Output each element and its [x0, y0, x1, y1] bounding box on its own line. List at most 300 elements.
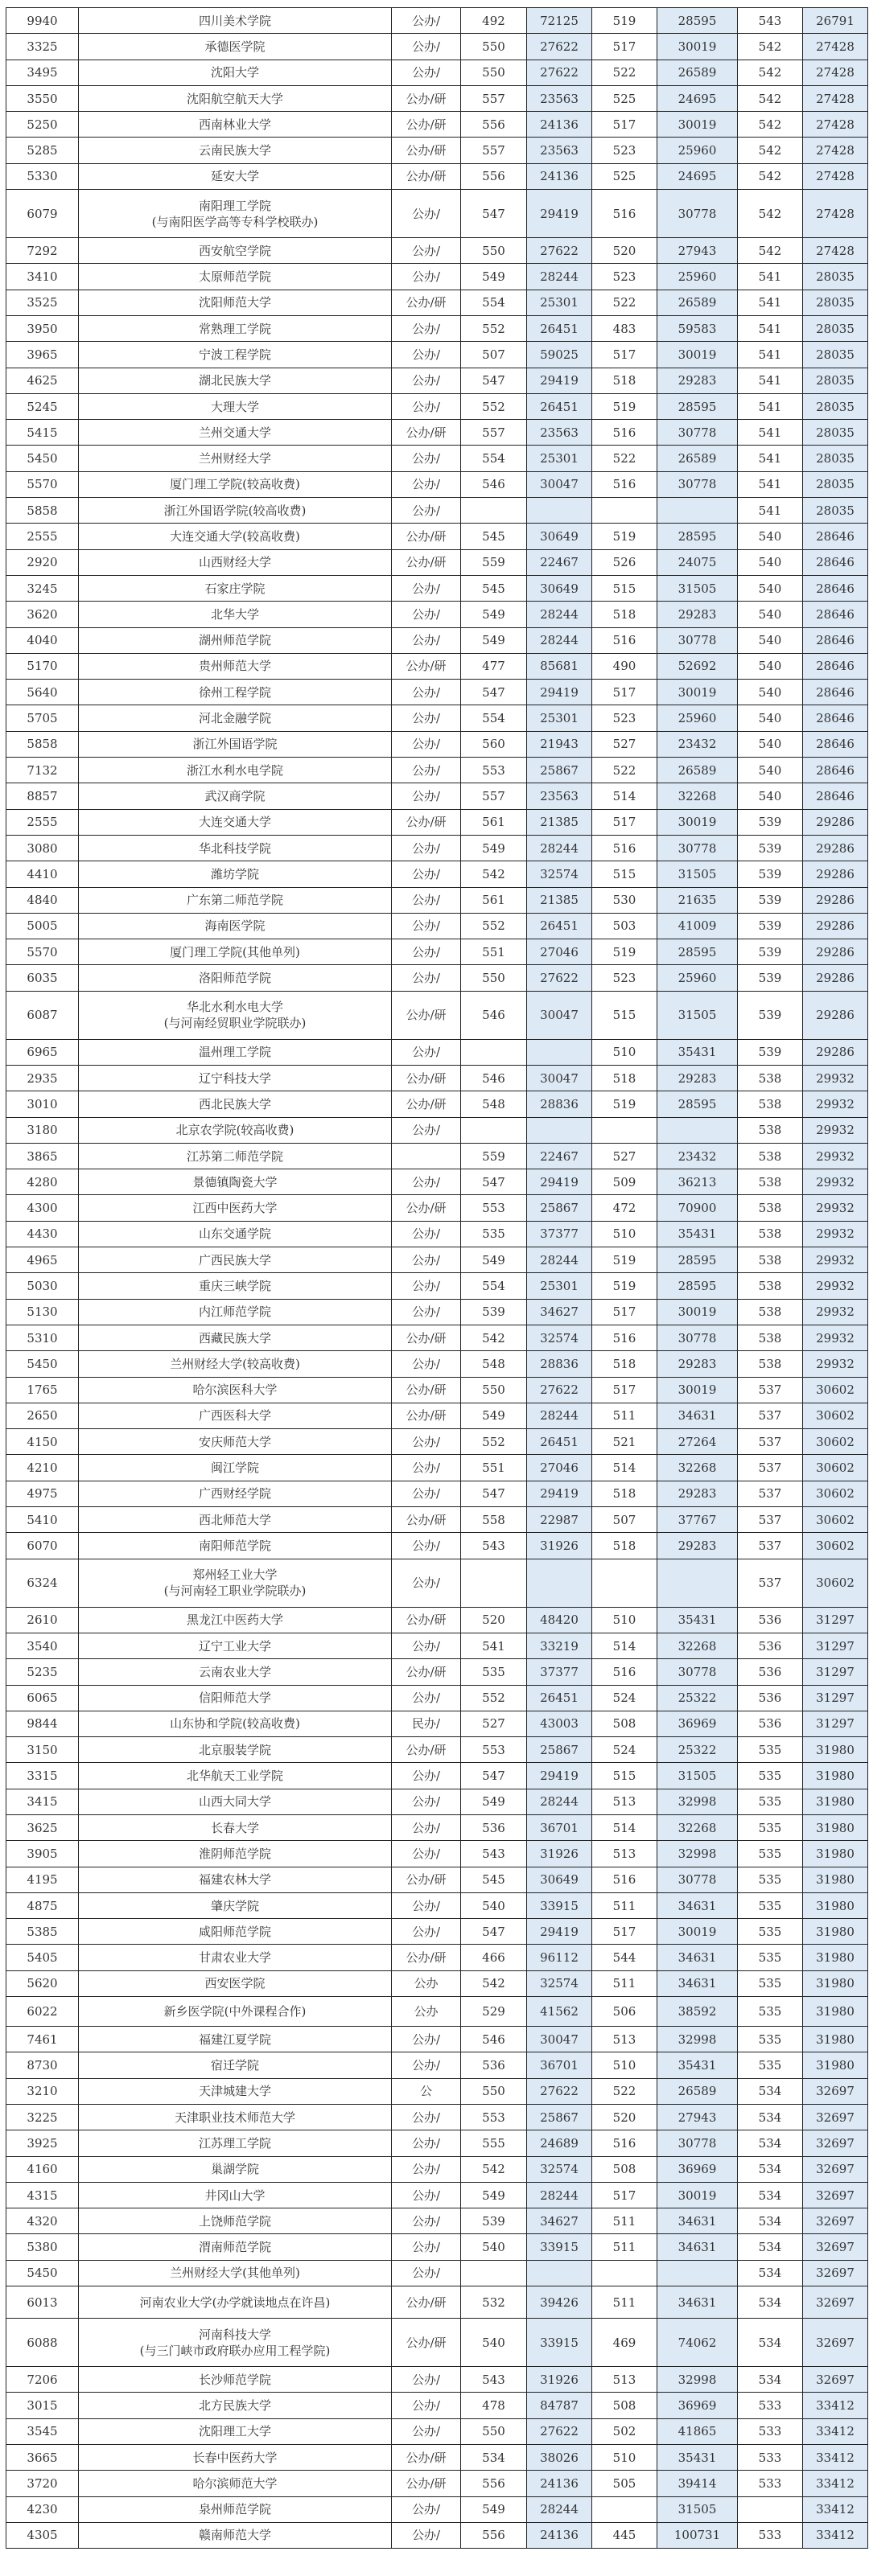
table-row	[6, 1841, 868, 1867]
rank-year-1-cell: 27622	[527, 2078, 592, 2104]
school-type-cell: 公办/研	[392, 163, 461, 189]
table-row	[6, 498, 868, 524]
rank-year-2-cell: 34631	[657, 1970, 738, 1996]
rank-year-3-cell: 28646	[803, 653, 868, 679]
school-code-cell: 3415	[6, 1789, 79, 1814]
score-year-1-cell: 557	[461, 85, 527, 111]
school-name-cell: 温州理工学院	[79, 1039, 392, 1065]
school-type-cell: 公办/	[392, 1892, 461, 1918]
rank-year-2-cell: 38592	[657, 1997, 738, 2027]
school-name-cell: 大理大学	[79, 393, 392, 419]
school-name-cell: 渭南师范学院	[79, 2234, 392, 2260]
score-year-1-cell	[461, 498, 527, 524]
school-type-cell: 公办/	[392, 835, 461, 861]
score-year-2-cell: 519	[592, 524, 657, 549]
score-year-1-cell: 492	[461, 8, 527, 34]
score-year-2-cell: 511	[592, 1403, 657, 1428]
score-year-3-cell: 541	[738, 393, 803, 419]
score-year-1-cell: 553	[461, 2104, 527, 2130]
score-year-3-cell: 542	[738, 138, 803, 163]
score-year-1-cell: 547	[461, 680, 527, 705]
school-name-cell: 武汉商学院	[79, 783, 392, 809]
score-year-2-cell: 527	[592, 1143, 657, 1169]
rank-year-1-cell: 30649	[527, 575, 592, 601]
school-code-cell: 7206	[6, 2367, 79, 2393]
rank-year-2-cell: 30778	[657, 2130, 738, 2156]
rank-year-3-cell: 28035	[803, 264, 868, 290]
rank-year-3-cell: 31297	[803, 1607, 868, 1633]
school-name-cell: 山东交通学院	[79, 1221, 392, 1247]
rank-year-1-cell: 32574	[527, 1325, 592, 1350]
rank-year-1-cell: 30649	[527, 524, 592, 549]
school-name-cell: 辽宁科技大学	[79, 1065, 392, 1091]
score-year-2-cell: 516	[592, 2130, 657, 2156]
score-year-3-cell: 539	[738, 991, 803, 1039]
school-code-cell: 5330	[6, 163, 79, 189]
rank-year-1-cell: 22467	[527, 1143, 592, 1169]
table-row	[6, 1429, 868, 1455]
score-year-1-cell: 547	[461, 1169, 527, 1195]
score-year-1-cell: 550	[461, 2078, 527, 2104]
score-year-3-cell: 538	[738, 1299, 803, 1325]
rank-year-1-cell: 30047	[527, 471, 592, 497]
score-year-2-cell: 513	[592, 1789, 657, 1814]
table-row	[6, 2027, 868, 2052]
table-row	[6, 1377, 868, 1403]
score-year-2-cell: 508	[592, 2156, 657, 2182]
rank-year-3-cell: 29932	[803, 1273, 868, 1299]
school-type-cell: 公办/	[392, 2522, 461, 2548]
table-row	[6, 1143, 868, 1169]
table-row	[6, 1945, 868, 1970]
rank-year-3-cell: 30602	[803, 1559, 868, 1607]
rank-year-2-cell: 31505	[657, 1763, 738, 1789]
school-name-cell: 承德医学院	[79, 34, 392, 60]
score-year-3-cell: 539	[738, 835, 803, 861]
rank-year-3-cell: 29932	[803, 1247, 868, 1273]
rank-year-1-cell: 21385	[527, 887, 592, 913]
score-year-2-cell: 522	[592, 758, 657, 783]
rank-year-1-cell: 25867	[527, 2104, 592, 2130]
score-year-1-cell: 534	[461, 2444, 527, 2470]
school-code-cell: 3540	[6, 1633, 79, 1658]
score-year-2-cell: 507	[592, 1507, 657, 1533]
rank-year-1-cell: 26451	[527, 393, 592, 419]
table-row	[6, 1763, 868, 1789]
score-year-2-cell: 522	[592, 290, 657, 315]
score-year-3-cell: 537	[738, 1429, 803, 1455]
school-type-cell: 公办/研	[392, 2319, 461, 2367]
score-year-2-cell: 521	[592, 1429, 657, 1455]
school-code-cell: 4230	[6, 2496, 79, 2522]
rank-year-2-cell: 25322	[657, 1737, 738, 1763]
school-type-cell: 公办/	[392, 1221, 461, 1247]
score-year-1-cell: 546	[461, 1065, 527, 1091]
score-year-2-cell: 516	[592, 1325, 657, 1350]
score-year-2-cell: 469	[592, 2319, 657, 2367]
school-name-cell: 赣南师范大学	[79, 2522, 392, 2548]
school-type-cell: 公办/	[392, 861, 461, 887]
rank-year-2-cell: 32268	[657, 783, 738, 809]
rank-year-1-cell: 27622	[527, 2418, 592, 2444]
table-row	[6, 2052, 868, 2078]
school-name-cell: 云南农业大学	[79, 1659, 392, 1685]
score-year-3-cell: 537	[738, 1481, 803, 1506]
rank-year-2-cell: 36969	[657, 2393, 738, 2418]
school-type-cell: 公办/	[392, 8, 461, 34]
school-code-cell: 5858	[6, 498, 79, 524]
rank-year-3-cell: 33412	[803, 2393, 868, 2418]
rank-year-1-cell: 22467	[527, 549, 592, 575]
rank-year-2-cell: 29283	[657, 1065, 738, 1091]
school-code-cell: 2555	[6, 524, 79, 549]
school-type-cell: 公办/	[392, 1789, 461, 1814]
rank-year-2-cell: 31505	[657, 991, 738, 1039]
table-row	[6, 2234, 868, 2260]
score-year-2-cell: 515	[592, 575, 657, 601]
score-year-1-cell: 529	[461, 1997, 527, 2027]
school-code-cell: 5450	[6, 2260, 79, 2286]
rank-year-1-cell: 24136	[527, 2471, 592, 2496]
rank-year-2-cell: 29283	[657, 1481, 738, 1506]
rank-year-1-cell: 25301	[527, 1273, 592, 1299]
rank-year-3-cell: 28646	[803, 783, 868, 809]
rank-year-1-cell: 36701	[527, 1815, 592, 1841]
rank-year-1-cell: 27046	[527, 1455, 592, 1481]
score-year-3-cell: 534	[738, 2319, 803, 2367]
score-year-2-cell: 522	[592, 446, 657, 471]
school-name-cell: 辽宁工业大学	[79, 1633, 392, 1658]
score-year-3-cell: 534	[738, 2208, 803, 2234]
rank-year-3-cell: 28035	[803, 393, 868, 419]
score-year-3-cell: 534	[738, 2104, 803, 2130]
score-year-3-cell: 538	[738, 1169, 803, 1195]
rank-year-3-cell: 29932	[803, 1221, 868, 1247]
rank-year-2-cell: 35431	[657, 1039, 738, 1065]
school-code-cell: 4160	[6, 2156, 79, 2182]
table-row	[6, 575, 868, 601]
score-year-1-cell: 542	[461, 1325, 527, 1350]
rank-year-3-cell: 27428	[803, 190, 868, 238]
score-year-3-cell	[738, 2496, 803, 2522]
score-year-3-cell: 535	[738, 1867, 803, 1892]
rank-year-1-cell: 36701	[527, 2052, 592, 2078]
table-row	[6, 190, 868, 238]
table-row	[6, 1867, 868, 1892]
table-row	[6, 1403, 868, 1428]
rank-year-2-cell: 35431	[657, 2052, 738, 2078]
school-type-cell: 公办/	[392, 1169, 461, 1195]
school-name-cell: 常熟理工学院	[79, 315, 392, 341]
school-code-cell: 3965	[6, 342, 79, 368]
school-type-cell: 公办/	[392, 368, 461, 393]
score-year-3-cell: 534	[738, 2234, 803, 2260]
score-year-3-cell: 537	[738, 1455, 803, 1481]
school-name-cell: 重庆三峡学院	[79, 1273, 392, 1299]
school-name-cell: 广西医科大学	[79, 1403, 392, 1428]
score-year-1-cell: 550	[461, 1377, 527, 1403]
score-year-1-cell: 535	[461, 1221, 527, 1247]
rank-year-3-cell: 29286	[803, 991, 868, 1039]
school-type-cell: 公办	[392, 1970, 461, 1996]
score-year-3-cell: 542	[738, 85, 803, 111]
school-code-cell: 5235	[6, 1659, 79, 1685]
score-year-3-cell: 540	[738, 602, 803, 627]
school-code-cell: 3625	[6, 1815, 79, 1841]
rank-year-3-cell: 28646	[803, 680, 868, 705]
school-code-cell: 4965	[6, 1247, 79, 1273]
school-code-cell: 4840	[6, 887, 79, 913]
school-name-cell: 天津职业技术师范大学	[79, 2104, 392, 2130]
school-code-cell: 4975	[6, 1481, 79, 1506]
rank-year-3-cell: 29932	[803, 1065, 868, 1091]
school-type-cell: 公办/	[392, 887, 461, 913]
school-name-cell: 上饶师范学院	[79, 2208, 392, 2234]
score-year-2-cell: 514	[592, 783, 657, 809]
school-type-cell: 公办/研	[392, 549, 461, 575]
rank-year-3-cell: 32697	[803, 2234, 868, 2260]
score-year-1-cell: 554	[461, 446, 527, 471]
school-code-cell: 6070	[6, 1533, 79, 1559]
rank-year-1-cell: 29419	[527, 190, 592, 238]
school-type-cell: 公办/研	[392, 653, 461, 679]
score-year-1-cell: 554	[461, 1273, 527, 1299]
school-name-cell: 兰州财经大学	[79, 446, 392, 471]
school-type-cell: 公办/研	[392, 112, 461, 138]
table-row	[6, 861, 868, 887]
school-code-cell: 3665	[6, 2444, 79, 2470]
school-name-cell: 四川美术学院	[79, 8, 392, 34]
school-type-cell: 公办/	[392, 1351, 461, 1377]
rank-year-3-cell: 31297	[803, 1711, 868, 1736]
rank-year-3-cell: 29932	[803, 1351, 868, 1377]
school-code-cell: 2920	[6, 549, 79, 575]
score-year-3-cell: 539	[738, 887, 803, 913]
rank-year-1-cell: 96112	[527, 1945, 592, 1970]
score-year-2-cell	[592, 2496, 657, 2522]
table-row	[6, 705, 868, 731]
school-code-cell: 7292	[6, 238, 79, 264]
school-type-cell: 公办/	[392, 575, 461, 601]
rank-year-1-cell: 28244	[527, 264, 592, 290]
school-code-cell: 3525	[6, 290, 79, 315]
score-year-3-cell: 540	[738, 680, 803, 705]
score-year-3-cell: 534	[738, 2130, 803, 2156]
rank-year-3-cell: 31980	[803, 2027, 868, 2052]
rank-year-3-cell: 31980	[803, 1789, 868, 1814]
table-row	[6, 2130, 868, 2156]
score-year-2-cell: 517	[592, 680, 657, 705]
rank-year-2-cell: 26589	[657, 2078, 738, 2104]
score-year-2-cell: 483	[592, 315, 657, 341]
table-row	[6, 731, 868, 757]
rank-year-3-cell: 32697	[803, 2367, 868, 2393]
rank-year-1-cell: 32574	[527, 861, 592, 887]
rank-year-3-cell: 27428	[803, 163, 868, 189]
table-row	[6, 627, 868, 653]
score-year-1-cell: 551	[461, 939, 527, 965]
school-name-cell: 山西财经大学	[79, 549, 392, 575]
rank-year-1-cell	[527, 2260, 592, 2286]
score-year-2-cell: 544	[592, 1945, 657, 1970]
score-year-1-cell	[461, 1559, 527, 1607]
score-year-3-cell: 540	[738, 731, 803, 757]
score-year-2-cell: 526	[592, 549, 657, 575]
rank-year-1-cell: 24136	[527, 163, 592, 189]
rank-year-2-cell: 35431	[657, 1221, 738, 1247]
rank-year-2-cell: 23432	[657, 731, 738, 757]
school-name-cell: 华北水利水电大学 (与河南经贸职业学院联办)	[79, 991, 392, 1039]
school-code-cell: 5005	[6, 913, 79, 939]
score-year-1-cell: 546	[461, 2027, 527, 2052]
rank-year-1-cell: 31926	[527, 1841, 592, 1867]
score-year-2-cell: 519	[592, 1091, 657, 1117]
school-code-cell: 3210	[6, 2078, 79, 2104]
school-type-cell: 公办/	[392, 2182, 461, 2208]
score-year-1-cell: 561	[461, 809, 527, 835]
score-year-1-cell: 553	[461, 1195, 527, 1221]
rank-year-2-cell: 28595	[657, 393, 738, 419]
school-code-cell: 5380	[6, 2234, 79, 2260]
score-year-1-cell: 547	[461, 1763, 527, 1789]
rank-year-3-cell: 28035	[803, 315, 868, 341]
rank-year-3-cell: 29286	[803, 1039, 868, 1065]
score-year-2-cell: 516	[592, 1659, 657, 1685]
rank-year-2-cell: 30778	[657, 835, 738, 861]
rank-year-1-cell: 27622	[527, 60, 592, 85]
score-year-3-cell: 539	[738, 861, 803, 887]
score-year-1-cell: 550	[461, 34, 527, 60]
score-year-1-cell: 478	[461, 2393, 527, 2418]
school-type-cell: 公办/研	[392, 1325, 461, 1350]
table-row	[6, 2522, 868, 2548]
school-name-cell: 西安航空学院	[79, 238, 392, 264]
school-type-cell: 公办/	[392, 2418, 461, 2444]
score-year-1-cell: 556	[461, 2522, 527, 2548]
rank-year-3-cell: 28646	[803, 758, 868, 783]
score-year-2-cell: 508	[592, 1711, 657, 1736]
score-year-1-cell: 554	[461, 705, 527, 731]
school-name-cell: 北华航天工业学院	[79, 1763, 392, 1789]
score-year-3-cell: 541	[738, 471, 803, 497]
rank-year-2-cell: 31505	[657, 2496, 738, 2522]
score-year-2-cell: 518	[592, 1533, 657, 1559]
school-name-cell: 大连交通大学	[79, 809, 392, 835]
table-row	[6, 809, 868, 835]
score-year-1-cell: 547	[461, 1481, 527, 1506]
rank-year-1-cell: 23563	[527, 85, 592, 111]
school-name-cell: 新乡医学院(中外课程合作)	[79, 1997, 392, 2027]
score-year-3-cell: 538	[738, 1247, 803, 1273]
rank-year-3-cell: 31980	[803, 1997, 868, 2027]
school-name-cell: 甘肃农业大学	[79, 1945, 392, 1970]
school-name-cell: 安庆师范大学	[79, 1429, 392, 1455]
score-year-1-cell: 541	[461, 1633, 527, 1658]
score-year-1-cell: 549	[461, 264, 527, 290]
rank-year-2-cell: 25960	[657, 264, 738, 290]
rank-year-3-cell: 31980	[803, 1763, 868, 1789]
school-name-cell: 内江师范学院	[79, 1299, 392, 1325]
school-type-cell: 公办/研	[392, 991, 461, 1039]
rank-year-1-cell: 26451	[527, 1685, 592, 1711]
school-type-cell: 公办/	[392, 60, 461, 85]
score-year-3-cell: 533	[738, 2444, 803, 2470]
score-year-3-cell: 542	[738, 60, 803, 85]
table-row	[6, 238, 868, 264]
school-name-cell: 北方民族大学	[79, 2393, 392, 2418]
school-type-cell: 公办/	[392, 1685, 461, 1711]
rank-year-1-cell: 27046	[527, 939, 592, 965]
school-type-cell: 公办/	[392, 1919, 461, 1945]
score-year-1-cell: 556	[461, 112, 527, 138]
school-name-cell: 长春中医药大学	[79, 2444, 392, 2470]
rank-year-3-cell: 32697	[803, 2286, 868, 2319]
score-year-2-cell: 517	[592, 112, 657, 138]
rank-year-2-cell	[657, 2260, 738, 2286]
score-year-2-cell: 515	[592, 991, 657, 1039]
rank-year-1-cell: 31926	[527, 2367, 592, 2393]
rank-year-1-cell: 26451	[527, 913, 592, 939]
score-year-3-cell: 538	[738, 1091, 803, 1117]
score-year-3-cell: 536	[738, 1711, 803, 1736]
score-year-1-cell: 545	[461, 1867, 527, 1892]
table-row	[6, 653, 868, 679]
rank-year-2-cell: 30778	[657, 1325, 738, 1350]
score-year-2-cell: 511	[592, 2208, 657, 2234]
rank-year-2-cell: 34631	[657, 1945, 738, 1970]
score-year-1-cell: 545	[461, 575, 527, 601]
score-year-2-cell: 517	[592, 2182, 657, 2208]
score-year-2-cell: 523	[592, 138, 657, 163]
school-name-cell: 井冈山大学	[79, 2182, 392, 2208]
table-row	[6, 887, 868, 913]
rank-year-2-cell	[657, 1117, 738, 1143]
rank-year-2-cell: 30019	[657, 809, 738, 835]
rank-year-3-cell: 31297	[803, 1685, 868, 1711]
school-type-cell: 公办/研	[392, 1945, 461, 1970]
rank-year-3-cell: 32697	[803, 2130, 868, 2156]
school-code-cell: 4875	[6, 1892, 79, 1918]
table-row	[6, 524, 868, 549]
school-name-cell: 大连交通大学(较高收费)	[79, 524, 392, 549]
rank-year-2-cell: 34631	[657, 2208, 738, 2234]
rank-year-2-cell: 30019	[657, 1377, 738, 1403]
score-year-3-cell: 534	[738, 2078, 803, 2104]
score-year-1-cell: 552	[461, 393, 527, 419]
table-row	[6, 2208, 868, 2234]
rank-year-3-cell: 29932	[803, 1325, 868, 1350]
table-row	[6, 471, 868, 497]
rank-year-2-cell: 36969	[657, 1711, 738, 1736]
score-year-3-cell: 539	[738, 1039, 803, 1065]
score-year-1-cell: 552	[461, 315, 527, 341]
table-row	[6, 138, 868, 163]
rank-year-3-cell: 30602	[803, 1481, 868, 1506]
score-year-3-cell: 536	[738, 1659, 803, 1685]
school-type-cell: 公办/研	[392, 290, 461, 315]
score-year-3-cell: 537	[738, 1533, 803, 1559]
school-code-cell: 5620	[6, 1970, 79, 1996]
school-code-cell: 5385	[6, 1919, 79, 1945]
school-code-cell: 3245	[6, 575, 79, 601]
table-row	[6, 2156, 868, 2182]
school-code-cell: 8857	[6, 783, 79, 809]
rank-year-3-cell: 30602	[803, 1455, 868, 1481]
school-type-cell: 公办/研	[392, 809, 461, 835]
score-year-2-cell: 519	[592, 939, 657, 965]
score-year-2-cell: 519	[592, 1273, 657, 1299]
score-year-1-cell: 540	[461, 1892, 527, 1918]
